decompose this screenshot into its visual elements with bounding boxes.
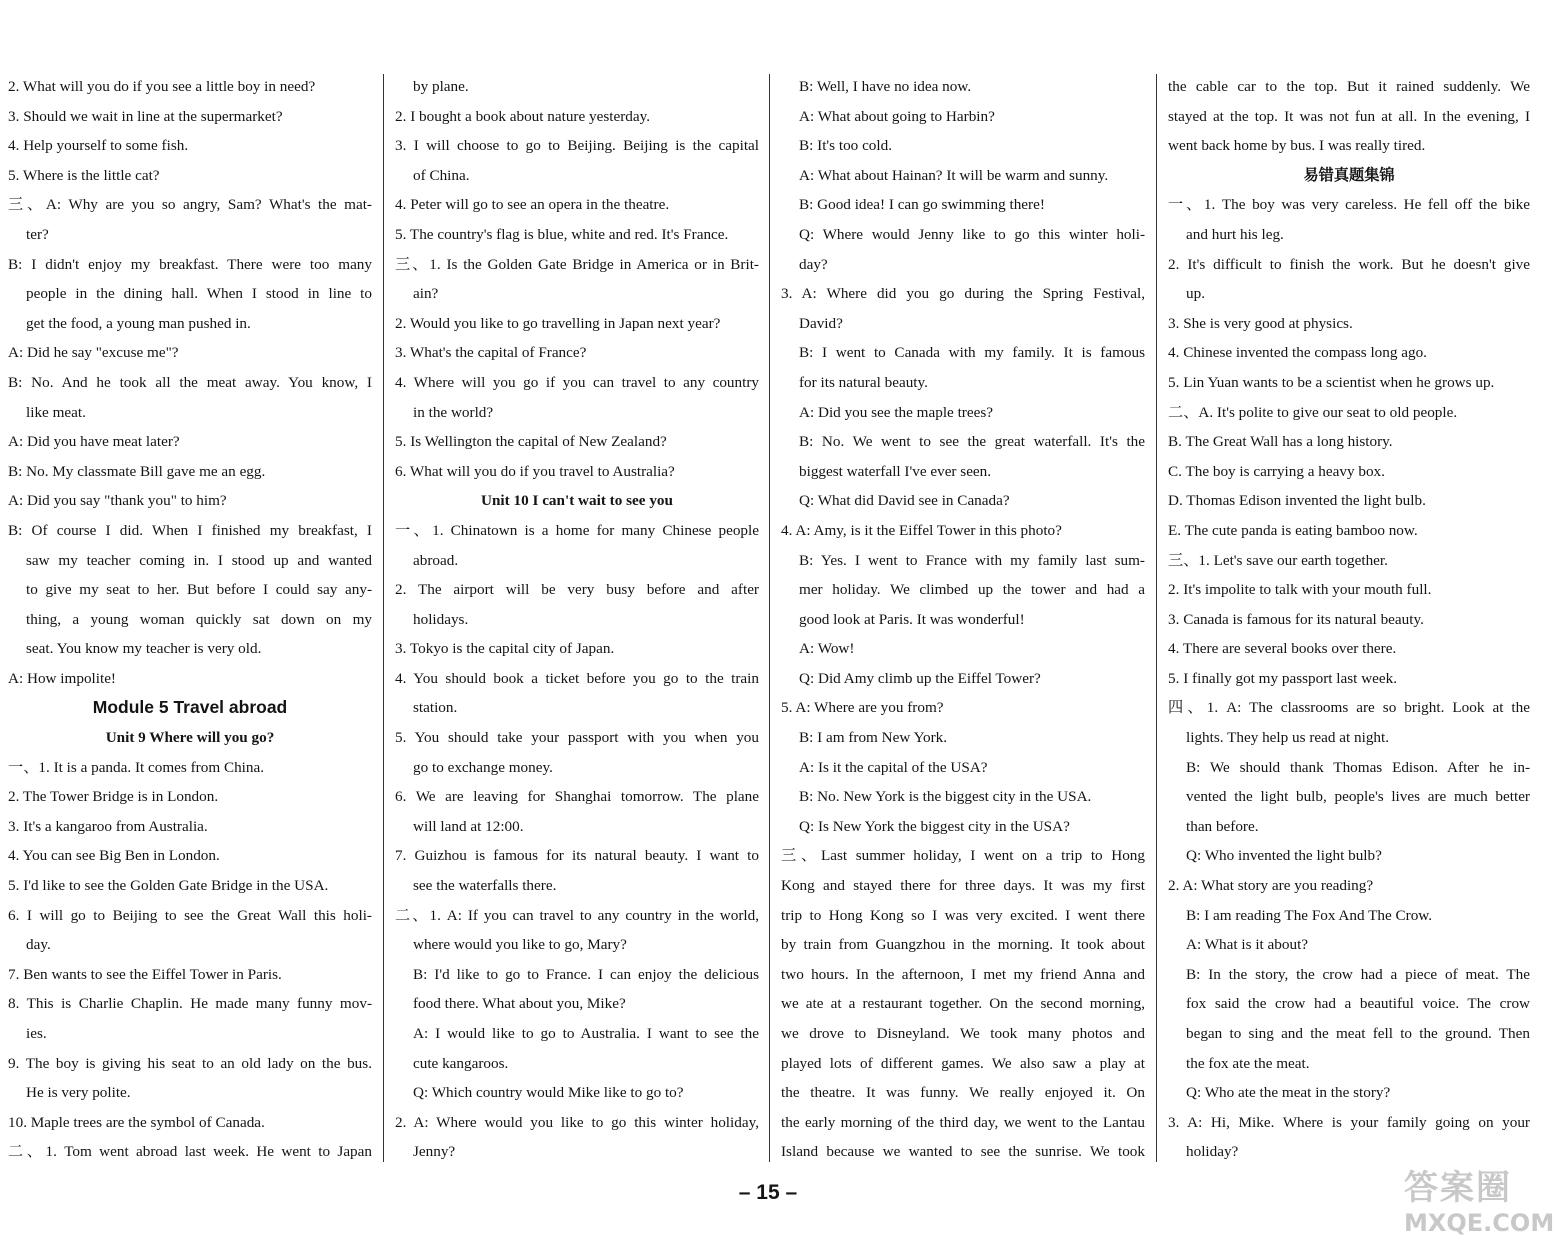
text-line: good look at Paris. It was wonderful! (799, 610, 1025, 628)
text-line: biggest waterfall I've ever seen. (799, 462, 992, 480)
text-line: 四、1. A: The classrooms are so bright. Look at the (1168, 699, 1530, 717)
text-line: 3. I will choose to go to Beijing. Beijing is the capital (395, 137, 759, 155)
column-divider (383, 74, 384, 1162)
text-line: 3. Should we wait in line at the supermarket? (8, 107, 283, 125)
text-line: where would you like to go, Mary? (413, 936, 627, 954)
page-number: – 15 – (738, 1181, 798, 1204)
text-line: 4. You should book a ticket before you go to the train (395, 669, 759, 687)
text-line: the fox ate the meat. (1186, 1054, 1310, 1072)
text-line: A: What about going to Harbin? (799, 107, 995, 125)
text-line: 4. A: Amy, is it the Eiffel Tower in this photo? (781, 521, 1062, 539)
text-line: 2. A: Where would you like to go this winter holiday, (395, 1113, 759, 1131)
text-line: ter? (26, 225, 49, 243)
text-line: A: Is it the capital of the USA? (799, 758, 988, 776)
text-line: 6. I will go to Beijing to see the Great Wall this holi- (8, 906, 372, 924)
watermark-glyphs: 答案圈 (1404, 1168, 1512, 1208)
text-line: 5. I'd like to see the Golden Gate Bridge in the USA. (8, 877, 329, 895)
text-line: B: Yes. I went to France with my family last sum- (799, 551, 1145, 569)
text-line: 4. There are several books over there. (1168, 640, 1397, 658)
text-line: 10. Maple trees are the symbol of Canada. (8, 1113, 265, 1131)
text-line: Q: Who ate the meat in the story? (1186, 1084, 1391, 1102)
text-line: Q: Is New York the biggest city in the USA? (799, 817, 1070, 835)
text-line: A: How impolite! (8, 669, 116, 687)
text-line: 4. You can see Big Ben in London. (8, 847, 220, 865)
text-line: get the food, a young man pushed in. (26, 314, 251, 332)
text-line: B. The Great Wall has a long history. (1168, 433, 1393, 451)
text-line: 5. Lin Yuan wants to be a scientist when he grows up. (1168, 373, 1495, 391)
text-line: went back home by bus. I was really tired. (1168, 137, 1426, 155)
text-line: 3. Canada is famous for its natural beauty. (1168, 610, 1424, 628)
text-line: 3. What's the capital of France? (395, 344, 587, 362)
text-line: 5. The country's flag is blue, white and red. It's France. (395, 225, 729, 243)
text-line: for its natural beauty. (799, 373, 928, 391)
text-line: food there. What about you, Mike? (413, 995, 626, 1013)
text-line: 2. I bought a book about nature yesterday. (395, 107, 651, 125)
text-line: lights. They help us read at night. (1186, 729, 1390, 747)
text-line: B: We should thank Thomas Edison. After he in- (1186, 758, 1530, 776)
text-line: ain? (413, 285, 439, 303)
text-line: B: I didn't enjoy my breakfast. There were too many (8, 255, 372, 273)
text-line: by plane. (413, 78, 469, 95)
text-line: 2. It's impolite to talk with your mouth full. (1168, 581, 1432, 599)
text-line: 3. A: Where did you go during the Spring Festival, (781, 285, 1145, 303)
text-line: A: Wow! (799, 640, 855, 658)
text-line: trip to Hong Kong so I was very excited. I went there (781, 906, 1145, 924)
text-line: thing, a young woman quickly sat down on my (26, 610, 372, 628)
text-line: vented the light bulb, people's lives are much better (1186, 788, 1530, 806)
text-line: 3. Tokyo is the capital city of Japan. (395, 640, 615, 658)
text-line: B: It's too cold. (799, 137, 893, 155)
text-line: Q: Did Amy climb up the Eiffel Tower? (799, 669, 1041, 687)
watermark-logo (1404, 1168, 1554, 1250)
text-line: 6. We are leaving for Shanghai tomorrow. The plane (395, 788, 759, 806)
text-line: Q: Where would Jenny like to go this winter holi- (799, 225, 1145, 243)
text-line: A: Did you have meat later? (8, 433, 180, 451)
text-column-3 (781, 72, 1145, 1162)
text-line: Q: What did David see in Canada? (799, 492, 1010, 510)
text-column-4 (1168, 72, 1530, 1162)
text-line: 7. Guizhou is famous for its natural beauty. I want to (395, 847, 759, 865)
section-heading: 易错真题集锦 (1303, 166, 1395, 184)
section-heading: Unit 10 I can't wait to see you (481, 492, 673, 510)
text-line: 4. Help yourself to some fish. (8, 137, 189, 155)
text-line: D. Thomas Edison invented the light bulb. (1168, 492, 1426, 510)
text-line: 一、1. The boy was very careless. He fell off the bike (1168, 196, 1530, 214)
text-line: Q: Who invented the light bulb? (1186, 847, 1382, 865)
text-line: 三、1. Is the Golden Gate Bridge in America or in Brit- (395, 255, 759, 273)
text-line: 7. Ben wants to see the Eiffel Tower in Paris. (8, 965, 282, 983)
section-heading: Unit 9 Where will you go? (105, 729, 275, 747)
text-line: C. The boy is carrying a heavy box. (1168, 462, 1385, 480)
text-line: than before. (1186, 817, 1259, 835)
column-divider (769, 74, 770, 1162)
text-line: 三、Last summer holiday, I went on a trip to Hong (781, 847, 1145, 865)
text-line: 6. What will you do if you travel to Australia? (395, 462, 675, 480)
text-line: the cable car to the top. But it rained suddenly. We (1168, 78, 1530, 95)
text-column-1 (8, 72, 372, 1162)
text-line: Q: Which country would Mike like to go to? (413, 1084, 684, 1102)
text-line: A: Did you see the maple trees? (799, 403, 993, 421)
text-line: 二、1. A: If you can travel to any country in the world, (395, 906, 759, 924)
text-line: by train from Guangzhou in the morning. It took about (781, 936, 1145, 954)
text-line: A: I would like to go to Australia. I want to see the (413, 1025, 759, 1042)
text-line: like meat. (26, 403, 86, 421)
watermark-url: MXQE.COM (1404, 1209, 1554, 1237)
text-line: B: In the story, the crow had a piece of meat. The (1186, 965, 1530, 983)
text-line: we drove to Disneyland. We took many photos and (781, 1025, 1145, 1042)
text-line: in the world? (413, 403, 494, 421)
text-line: 一、1. It is a panda. It comes from China. (8, 758, 265, 776)
text-line: day? (799, 255, 828, 273)
text-line: holiday? (1186, 1143, 1239, 1161)
text-line: He is very polite. (26, 1084, 131, 1102)
text-line: 4. Peter will go to see an opera in the theatre. (395, 196, 670, 214)
text-line: 3. It's a kangaroo from Australia. (8, 817, 208, 835)
text-line: B: No. New York is the biggest city in the USA. (799, 788, 1092, 806)
text-line: 3. She is very good at physics. (1168, 314, 1353, 332)
text-line: 三、1. Let's save our earth together. (1168, 551, 1388, 569)
text-line: B: Of course I did. When I finished my breakfast, I (8, 521, 372, 539)
text-line: A: Did you say "thank you" to him? (8, 492, 227, 510)
text-line: A: What is it about? (1186, 936, 1309, 954)
text-line: mer holiday. We climbed up the tower and had a (799, 581, 1145, 599)
text-line: E. The cute panda is eating bamboo now. (1168, 521, 1418, 539)
text-line: 5. A: Where are you from? (781, 699, 944, 717)
text-line: 二、A. It's polite to give our seat to old people. (1168, 403, 1458, 421)
text-line: Island because we wanted to see the sunrise. We took (781, 1143, 1145, 1161)
text-line: station. (413, 699, 458, 717)
text-line: B: I am reading The Fox And The Crow. (1186, 906, 1433, 924)
text-line: 一、1. Chinatown is a home for many Chinese people (395, 521, 759, 539)
text-line: 3. A: Hi, Mike. Where is your family going on your (1168, 1113, 1530, 1131)
text-line: 二、1. Tom went abroad last week. He went to Japan (8, 1143, 372, 1161)
text-line: 5. I finally got my passport last week. (1168, 669, 1398, 687)
text-line: to give my seat to her. But before I could say any- (26, 581, 372, 599)
text-line: and hurt his leg. (1186, 225, 1284, 243)
text-line: Jenny? (413, 1143, 456, 1161)
text-line: 2. Would you like to go travelling in Japan next year? (395, 314, 721, 332)
text-line: see the waterfalls there. (413, 877, 557, 895)
text-line: up. (1186, 285, 1205, 303)
text-line: ies. (26, 1025, 47, 1042)
text-line: B: I'd like to go to France. I can enjoy the delicious (413, 965, 759, 983)
text-line: B: Well, I have no idea now. (799, 78, 972, 95)
text-line: seat. You know my teacher is very old. (26, 640, 262, 658)
text-line: of China. (413, 166, 470, 184)
text-line: 5. You should take your passport with you when you (395, 729, 759, 747)
text-line: Kong and stayed there for three days. It was my first (781, 877, 1145, 895)
text-line: day. (26, 936, 51, 954)
text-line: 三、A: Why are you so angry, Sam? What's the mat- (8, 196, 372, 214)
text-line: B: Good idea! I can go swimming there! (799, 196, 1045, 214)
text-line: B: No. And he took all the meat away. You know, I (8, 373, 372, 391)
text-line: stayed at the top. It was not fun at all. In the evening, I (1168, 107, 1530, 125)
text-line: cute kangaroos. (413, 1054, 509, 1072)
column-divider (1156, 74, 1157, 1162)
text-line: go to exchange money. (413, 758, 553, 776)
text-line: A: Did he say "excuse me"? (8, 344, 179, 362)
text-line: David? (799, 314, 843, 332)
text-line: 8. This is Charlie Chaplin. He made many funny mov- (8, 995, 372, 1013)
text-line: the early morning of the third day, we went to the Lantau (781, 1113, 1145, 1131)
text-line: B: I am from New York. (799, 729, 948, 747)
text-column-2 (395, 72, 759, 1162)
module-heading: Module 5 Travel abroad (92, 697, 288, 718)
text-line: 4. Chinese invented the compass long ago. (1168, 344, 1427, 362)
text-line: two hours. In the afternoon, I met my friend Anna and (781, 965, 1145, 983)
text-line: we ate at a restaurant together. On the second morning, (781, 995, 1145, 1013)
text-line: 2. The Tower Bridge is in London. (8, 788, 219, 806)
text-line: B: I went to Canada with my family. It is famous (799, 344, 1145, 362)
text-line: 2. The airport will be very busy before and after (395, 581, 759, 599)
text-line: saw my teacher coming in. I stood up and wanted (26, 551, 372, 569)
text-line: fox said the crow had a beautiful voice. The crow (1186, 995, 1530, 1013)
text-line: holidays. (413, 610, 469, 628)
text-line: A: What about Hainan? It will be warm and sunny. (799, 166, 1109, 184)
text-line: will land at 12:00. (413, 817, 524, 835)
text-line: 5. Where is the little cat? (8, 166, 160, 184)
text-line: abroad. (413, 551, 459, 569)
text-line: people in the dining hall. When I stood in line to (26, 285, 372, 303)
text-line: B: No. My classmate Bill gave me an egg. (8, 462, 266, 480)
text-line: the theatre. It was funny. We really enjoyed it. On (781, 1084, 1145, 1102)
text-line: 2. What will you do if you see a little boy in need? (8, 78, 316, 95)
text-line: B: No. We went to see the great waterfall. It's the (799, 433, 1145, 451)
text-line: 9. The boy is giving his seat to an old lady on the bus. (8, 1054, 372, 1072)
text-line: played lots of different games. We also saw a play at (781, 1054, 1145, 1072)
text-line: began to sing and the meat fell to the ground. Then (1186, 1025, 1530, 1042)
text-line: 2. It's difficult to finish the work. But he doesn't give (1168, 255, 1530, 273)
text-line: 5. Is Wellington the capital of New Zealand? (395, 433, 667, 451)
text-line: 2. A: What story are you reading? (1168, 877, 1374, 895)
text-line: 4. Where will you go if you can travel to any country (395, 373, 759, 391)
